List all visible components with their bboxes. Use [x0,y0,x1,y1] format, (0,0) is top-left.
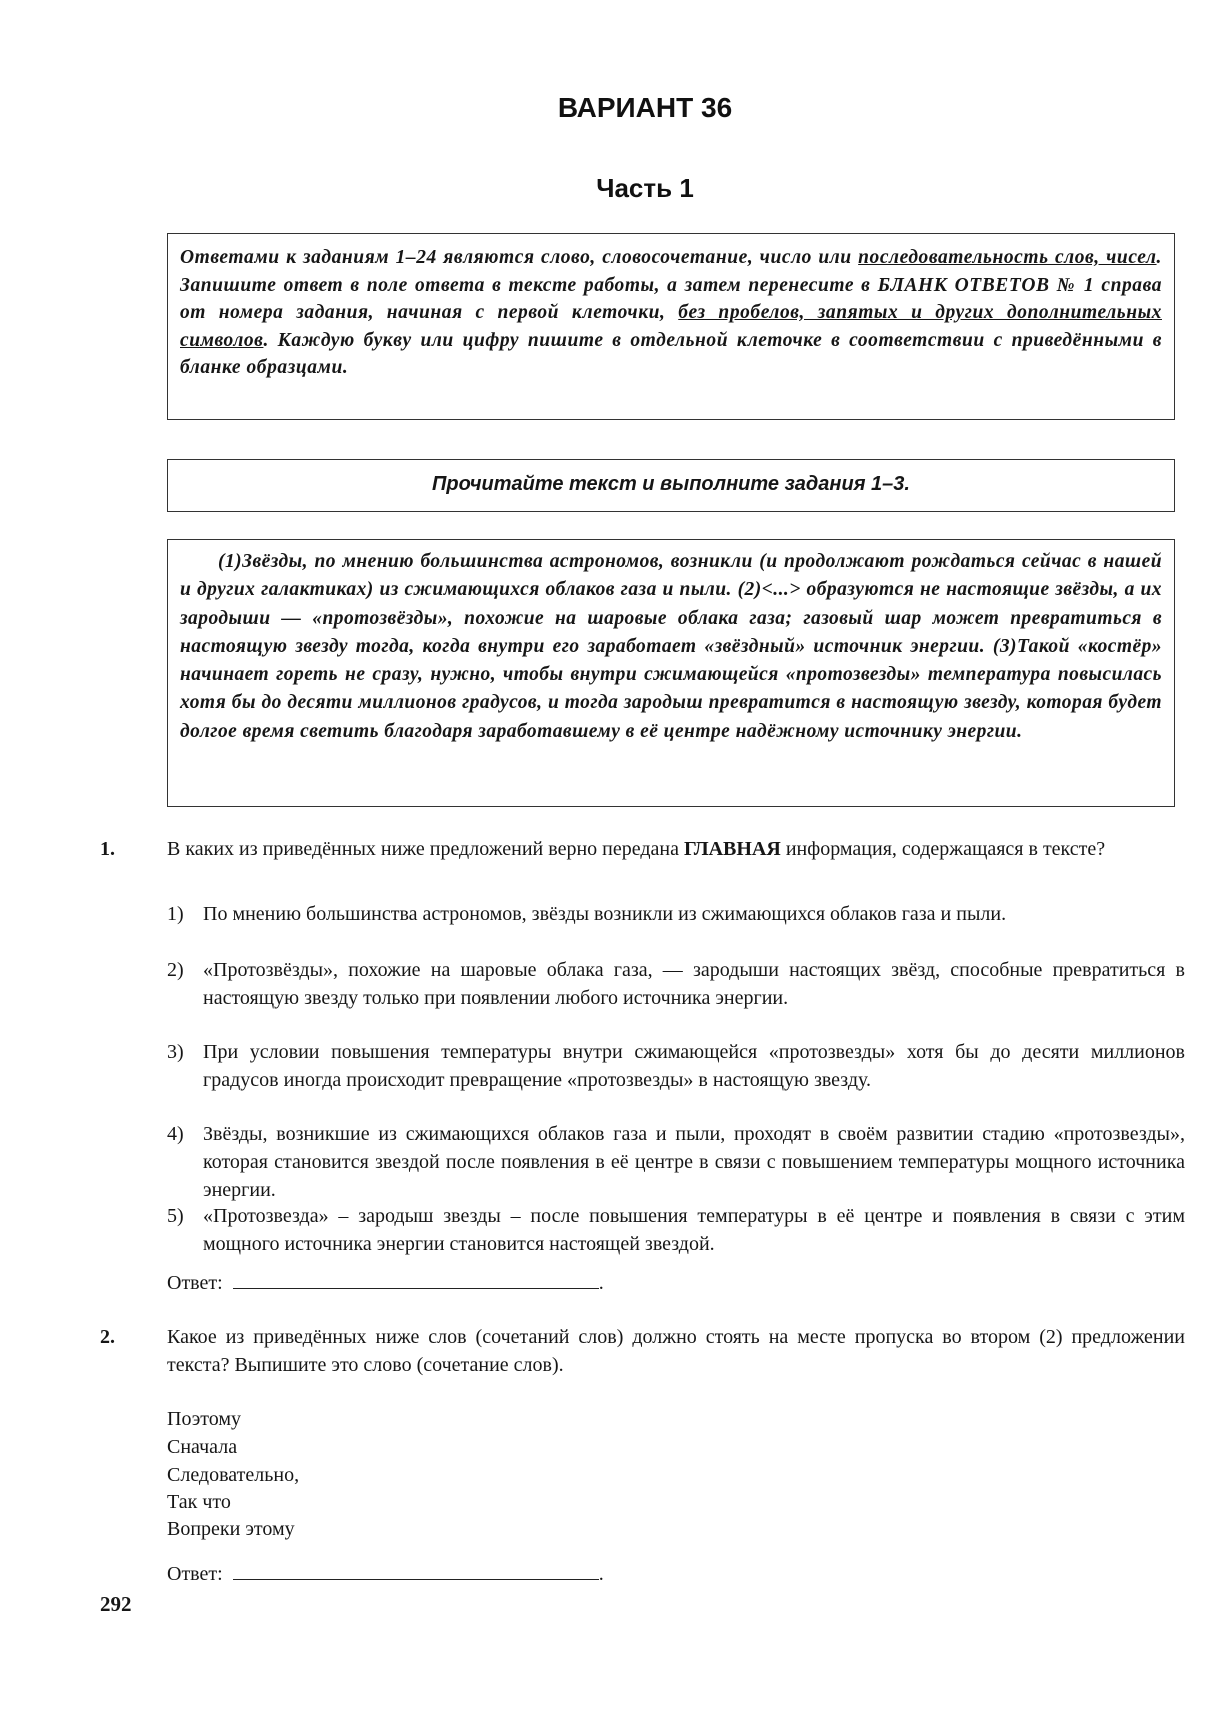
word-option: Вопреки этому [167,1518,295,1540]
option-number: 5) [167,1205,184,1227]
option-text: При условии повышения температуры внутри сжимающейся «протозвезды» хотя бы до десяти миллионов градусов иногда происходит превращение «протозвезды» в настоящую звезду. [203,1041,1185,1091]
word-option: Сначала [167,1436,238,1458]
answer-label: Ответ: [167,1272,223,1294]
word-option: Так что [167,1491,231,1513]
variant-title: ВАРИАНТ 36 [557,92,733,123]
task-question: В каких из приведённых ниже предложений верно передана ГЛАВНАЯ информация, содержащаяся в тексте? [167,838,1106,860]
option-number: 4) [167,1123,184,1145]
option-text: По мнению большинства астрономов, звёзды возникли из сжимающихся облаков газа и пыли. [203,903,1007,925]
task-number: 2. [100,1326,115,1348]
option-number: 3) [167,1041,184,1063]
page-number: 292 [100,1592,132,1616]
word-option: Следовательно, [167,1464,300,1486]
word-option: Поэтому [167,1408,242,1430]
option-text: «Протозвезда» – зародыш звезды – после повышения температуры в её центре и появления в связи с этим мощного источника энергии становится настоящей звездой. [203,1205,1185,1255]
option-number: 2) [167,959,184,981]
answer-row: Ответ: . [167,1268,604,1297]
passage-box [167,539,1175,807]
answer-label: Ответ: [167,1563,223,1585]
instructions-text: Ответами к заданиям 1–24 являются слово, словосочетание, число или последовательность слов, чисел. Запишите ответ в поле ответа в тексте работы, а затем перенесите в БЛАНК ОТВЕТОВ № 1 справа от номера задания, начиная с первой клеточки, без пробелов, запятых и других дополнительных символов. Каждую букву или цифру пишите в отдельной клеточке в соответствии с приведёнными в бланке образцами. [180,247,1162,378]
reading-prompt: Прочитайте текст и выполните задания 1–3. [432,473,910,495]
passage-text: (1)Звёзды, по мнению большинства астрономов, возникли (и продолжают рождаться сейчас в нашей и других галактиках) из сжимающихся облаков газа и пыли. (2)<...> образуются не настоящие звёзды, а их зародыши — «протозвёзды», похожие на шаровые облака газа; газовый шар может превратиться в настоящую звезду тогда, когда внутри его заработает «звёздный» источник энергии. (3)Такой «костёр» начинает гореть не сразу, нужно, чтобы внутри сжимающейся «протозвезды» температура повысилась хотя бы до десяти миллионов градусов, и тогда зародыш превратится в настоящую звезду, которая будет долгое время светить благодаря заработавшему в её центре надёжному источнику энергии. [180,551,1162,742]
task-number: 1. [100,838,115,860]
option-text: «Протозвёзды», похожие на шаровые облака газа, — зародыши настоящих звёзд, способные превратиться в настоящую звезду только при появлении любого источника энергии. [203,959,1185,1009]
instructions-box [167,233,1175,420]
option-number: 1) [167,903,184,925]
option-text: Звёзды, возникшие из сжимающихся облаков газа и пыли, проходят в своём развитии стадию «протозвезды», которая становится звездой после появления в её центре в связи с повышением температуры мощного источника энергии. [203,1123,1185,1201]
part-title: Часть 1 [596,173,694,203]
answer-row: Ответ: . [167,1559,604,1588]
answer-field[interactable] [233,1268,599,1289]
task-question: Какое из приведённых ниже слов (сочетаний слов) должно стоять на месте пропуска во втором (2) предложении текста? Выпишите это слово (сочетание слов). [167,1326,1185,1376]
answer-field[interactable] [233,1559,599,1580]
reading-prompt-box [167,459,1175,512]
